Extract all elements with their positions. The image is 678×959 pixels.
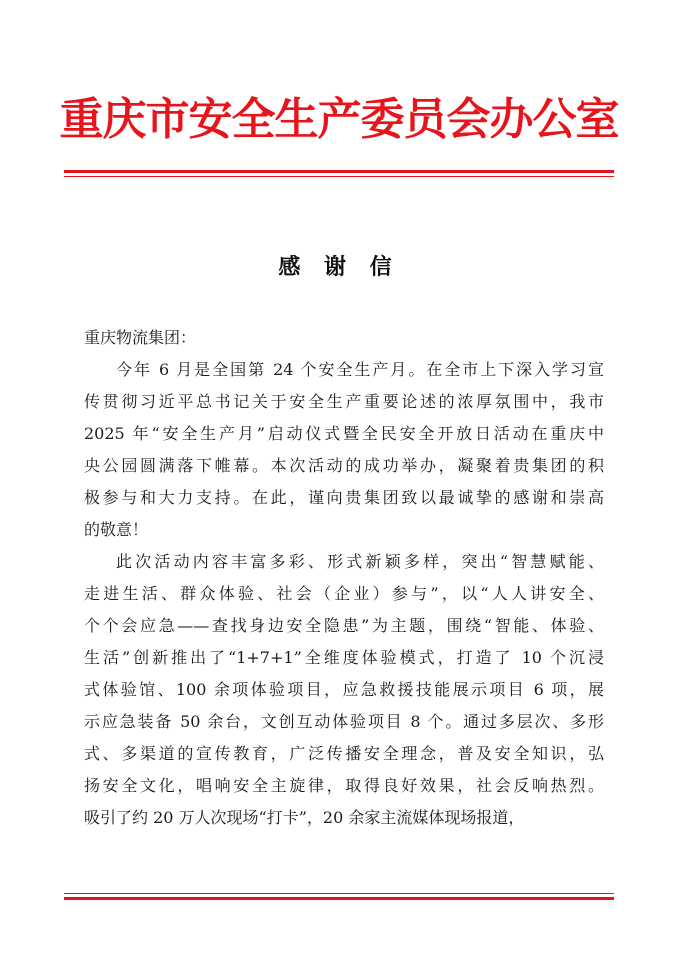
footer-rule-thin bbox=[64, 893, 614, 894]
salutation: 重庆物流集团： bbox=[84, 328, 197, 347]
letter-body bbox=[84, 322, 604, 834]
text-line: 生活”创新推出了“1+7+1”全维度体验模式，打造了 10 个沉浸 bbox=[84, 648, 604, 667]
paragraph-1 bbox=[84, 354, 604, 546]
text-line: 极参与和大力支持。在此，谨向贵集团致以最诚挚的感谢和崇高 bbox=[84, 488, 604, 507]
letterhead-rule-thin bbox=[64, 176, 614, 177]
text-line: 的敬意！ bbox=[84, 520, 149, 539]
text-line: 式、多渠道的宣传教育，广泛传播安全理念，普及安全知识，弘 bbox=[84, 744, 604, 763]
letterhead-rule-thick bbox=[64, 170, 614, 173]
text-line: 走进生活、群众体验、社会（企业）参与”，以“人人讲安全、 bbox=[84, 584, 604, 603]
text-line: 示应急装备 50 余台，文创互动体验项目 8 个。通过多层次、多形 bbox=[84, 712, 604, 731]
footer-rule-thick bbox=[64, 897, 614, 900]
text-line: 此次活动内容丰富多彩、形式新颖多样，突出“智慧赋能、 bbox=[116, 552, 604, 571]
text-line: 式体验馆、100 余项体验项目，应急救援技能展示项目 6 项，展 bbox=[84, 680, 604, 699]
text-line: 吸引了约 20 万人次现场“打卡”，20 余家主流媒体现场报道， bbox=[84, 808, 525, 827]
text-line: 今年 6 月是全国第 24 个安全生产月。在全市上下深入学习宣 bbox=[116, 360, 604, 379]
letterhead-org-name: 重庆市安全生产委员会办公室 bbox=[59, 94, 619, 145]
text-line: 传贯彻习近平总书记关于安全生产重要论述的浓厚氛围中，我市 bbox=[84, 392, 604, 411]
text-line: 扬安全文化，唱响安全主旋律，取得良好效果，社会反响热烈。 bbox=[84, 776, 604, 795]
document-title: 感 谢 信 bbox=[278, 255, 400, 280]
text-line: 央公园圆满落下帷幕。本次活动的成功举办，凝聚着贵集团的积 bbox=[84, 456, 604, 475]
paragraph-2 bbox=[84, 546, 604, 834]
text-line: 2025 年“安全生产月”启动仪式暨全民安全开放日活动在重庆中 bbox=[84, 424, 604, 443]
text-line: 个个会应急——查找身边安全隐患”为主题，围绕“智能、体验、 bbox=[84, 616, 604, 635]
